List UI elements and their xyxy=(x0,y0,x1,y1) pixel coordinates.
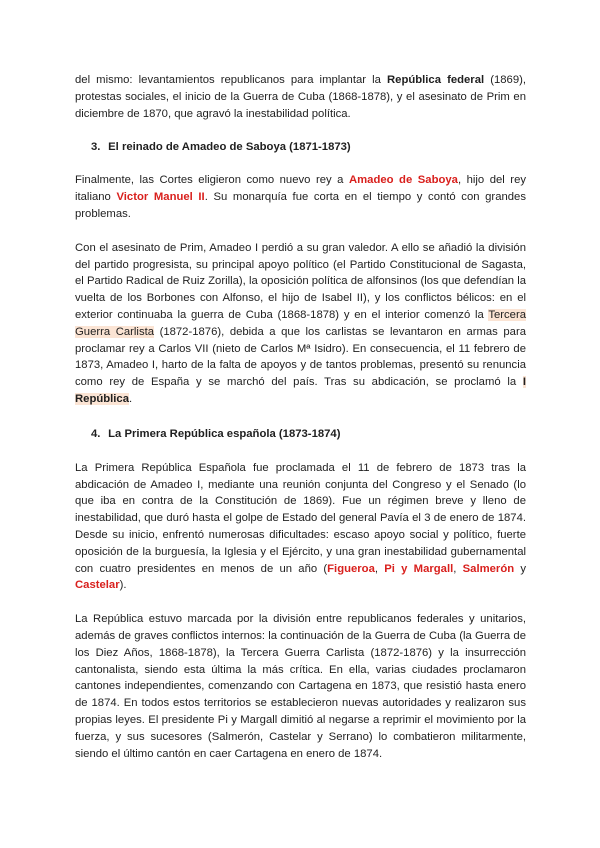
paragraph-context xyxy=(75,72,526,122)
term-republica-federal: República federal xyxy=(387,74,485,86)
term-tercera-guerra-carlista: Tercera Guerra Carlista xyxy=(75,308,526,338)
name-amadeo-de-saboya: Amadeo de Saboya xyxy=(348,174,458,187)
text-run: Finalmente, las Cortes eligieron como nuevo rey a xyxy=(75,174,349,187)
term-i-republica: I República xyxy=(75,376,526,405)
text-run: La Primera República Española fue proclamada el 11 de febrero de 1873 tras la abdicación de Amadeo I, mediante una reunión conjunta del Congreso y el Senado (lo que iba en contra de la Constitución de 1869). Fue un régimen breve y lleno de inestabilidad, que duró hasta el golpe de Estado del general Pavía el 3 de enero de 1874. Desde su inicio, enfrentó numerosas dificultades: escaso apoyo social y político, fuerte oposición de la burguesía, la Iglesia y el Ejército, y una gran inestabilidad gubernamental con cuatro presidentes en menos de un año ( xyxy=(75,461,526,575)
name-salmeron: Salmerón xyxy=(462,562,515,575)
text-run: , xyxy=(374,562,385,575)
name-victor-manuel: Victor Manuel II xyxy=(116,191,205,204)
section-number: 3. xyxy=(91,141,101,154)
document-page xyxy=(75,66,526,762)
paragraph-election xyxy=(75,172,526,222)
section-title: El reinado de Amadeo de Saboya (1871-1873) xyxy=(108,141,351,154)
section-heading-amadeo xyxy=(75,139,526,155)
paragraph-reign-problems xyxy=(75,240,526,408)
text-run: ). xyxy=(119,579,127,592)
text-run: . Su monarquía fue corta en el tiempo y contó con grandes problemas. xyxy=(75,191,526,220)
text-run: , hijo del rey italiano xyxy=(75,174,526,204)
text-run: (1872-1876), debida a que los carlistas se levantaron en armas para proclamar rey a Carlos VII (nieto de Carlos Mª Isidro). En consecuencia, el 11 febrero de 1873, Amadeo I, harto de la falta de apoyos y de tantos problemas, presentó su renuncia como rey de España y se marchó del país. Tras su abdicación, se proclamó la xyxy=(75,325,527,389)
section-number: 4. xyxy=(91,427,101,440)
text-run: , xyxy=(453,562,463,575)
section-heading-republica xyxy=(75,426,526,442)
paragraph-republic-proclamation xyxy=(75,460,526,594)
text-run: . xyxy=(129,392,133,405)
text-run: La República estuvo marcada por la división entre republicanos federales y unitarios, además de graves conflictos internos: la continuación de la Guerra de Cuba (la Guerra de los Diez Años, 1868-1878), la Tercera Guerra Carlista (1872-1876) y la insurrección cantonalista, siendo esta última la más crítica. En ella, varias ciudades proclamaron cantones independientes, comenzando con Cartagena en 1873, que resistió hasta enero de 1874. En todos estos territorios se establecieron nuevas autoridades y realizaron sus propias leyes. El presidente Pi y Margall dimitió al negarse a reprimir el movimiento por la fuerza, y sus sucesores (Salmerón, Castelar y Serrano) lo combatieron militarmente, siendo el último cantón en caer Cartagena en enero de 1874. xyxy=(75,613,526,760)
name-pi-y-margall: Pi y Margall xyxy=(384,562,454,575)
text-run: Con el asesinato de Prim, Amadeo I perdió a su gran valedor. A ello se añadió la división del partido progresista, su principal apoyo político (el Partido Constitucional de Sagasta, el Partido Radical de Ruiz Zorilla), la oposición política de alfonsinos (los que defendían la vuelta de los Borbones con Alfonso, el hijo de Isabel II), y los conflictos bélicos: en el exterior continuaba la guerra de Cuba (1868-1878) y en el interior comenzó la xyxy=(75,241,526,321)
section-title: La Primera República española (1873-1874) xyxy=(108,427,341,440)
paragraph-republic-conflicts xyxy=(75,611,526,762)
name-figueroa: Figueroa xyxy=(327,562,375,575)
text-run: del mismo: levantamientos republicanos para implantar la xyxy=(75,74,387,86)
text-run: (1869), protestas sociales, el inicio de la Guerra de Cuba (1868-1878), y el asesinato de Prim en diciembre de 1870, que agravó la inestabilidad política. xyxy=(75,74,527,120)
text-run: y xyxy=(514,562,527,575)
name-castelar: Castelar xyxy=(75,579,120,592)
